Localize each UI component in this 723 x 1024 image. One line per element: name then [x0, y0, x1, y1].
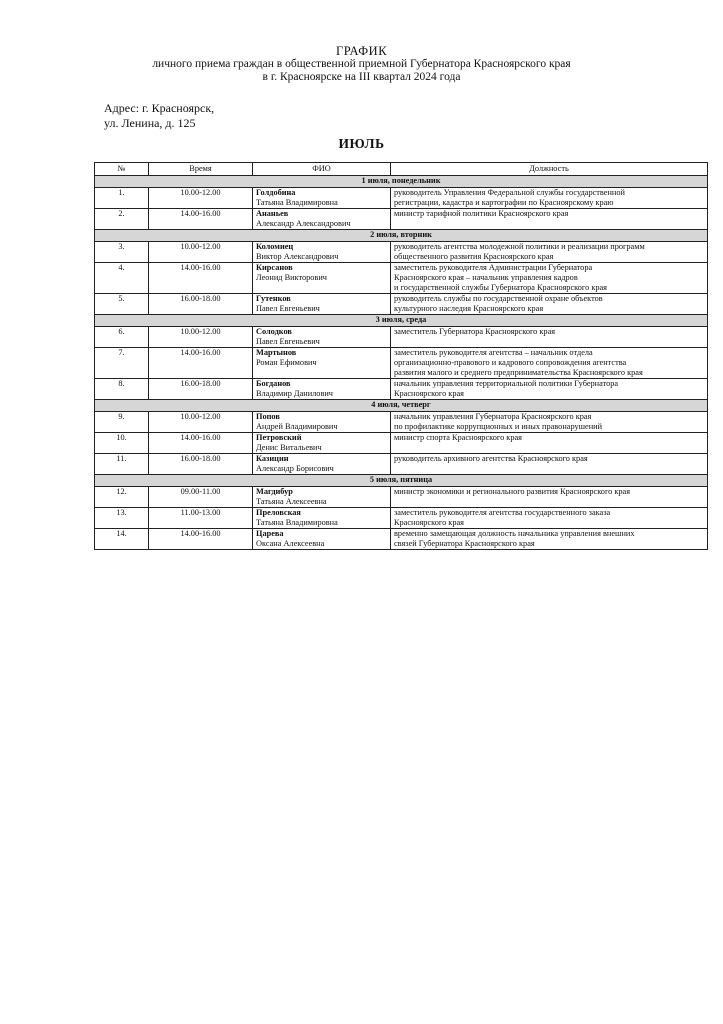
- document-subtitle-line1: личного приема граждан в общественной приемной Губернатора Красноярского края: [152, 58, 571, 70]
- fio-surname: Богданов: [256, 379, 291, 388]
- table-row: [95, 188, 708, 209]
- cell-time: 16.00-18.00: [149, 454, 253, 475]
- cell-fio: [253, 529, 391, 550]
- table-header-row: [95, 163, 708, 176]
- cell-position: [391, 454, 708, 475]
- fio-surname: Коломиец: [256, 242, 294, 251]
- day-row: [95, 230, 708, 242]
- fio-given-names: Татьяна Владимировна: [256, 198, 338, 207]
- table-row: [95, 327, 708, 348]
- fio-given-names: Владимир Данилович: [256, 389, 333, 398]
- cell-fio: [253, 188, 391, 209]
- position-text: заместитель руководителя агентства – начальник отдела организационно-правового и кадрового сопровождения агентства развития малого и среднего предпринимательства Красноярского края: [394, 348, 643, 377]
- cell-num: 9.: [95, 412, 149, 433]
- cell-position: [391, 433, 708, 454]
- fio-given-names: Роман Ефимович: [256, 358, 317, 367]
- table-row: [95, 294, 708, 315]
- cell-num: 4.: [95, 263, 149, 294]
- position-text: начальник управления территориальной политики Губернатора Красноярского края: [394, 379, 619, 398]
- column-header-time: Время: [149, 163, 253, 176]
- title-block: [0, 44, 723, 84]
- address-line2: ул. Ленина, д. 125: [104, 116, 196, 130]
- table-row: [95, 487, 708, 508]
- cell-time: 16.00-18.00: [149, 294, 253, 315]
- cell-time: 14.00-16.00: [149, 209, 253, 230]
- cell-num: 1.: [95, 188, 149, 209]
- month-heading: ИЮЛЬ: [338, 136, 385, 151]
- position-text: министр экономики и регионального развития Красноярского края: [394, 487, 631, 496]
- cell-num: 3.: [95, 242, 149, 263]
- fio-given-names: Павел Евгеньевич: [256, 304, 320, 313]
- table-row: [95, 508, 708, 529]
- cell-fio: [253, 294, 391, 315]
- position-text: руководитель службы по государственной охране объектов культурного наследия Красноярского края: [394, 294, 603, 313]
- cell-fio: [253, 263, 391, 294]
- cell-num: 11.: [95, 454, 149, 475]
- fio-given-names: Татьяна Алексеевна: [256, 497, 327, 506]
- cell-time: 10.00-12.00: [149, 242, 253, 263]
- fio-given-names: Оксана Алексеевна: [256, 539, 325, 548]
- fio-surname: Ананьев: [256, 209, 289, 218]
- fio-surname: Кирсанов: [256, 263, 293, 272]
- fio-surname: Гутенков: [256, 294, 291, 303]
- day-row: [95, 475, 708, 487]
- position-text: руководитель агентства молодежной политики и реализации программ общественного развития Красноярского края: [394, 242, 645, 261]
- fio-given-names: Александр Борисович: [256, 464, 334, 473]
- day-label: 4 июля, четверг: [95, 400, 708, 412]
- cell-position: [391, 242, 708, 263]
- fio-surname: Петровский: [256, 433, 302, 442]
- column-header-num: №: [95, 163, 149, 176]
- day-label: 3 июля, среда: [95, 315, 708, 327]
- column-header-fio: ФИО: [253, 163, 391, 176]
- fio-surname: Мартынов: [256, 348, 297, 357]
- cell-time: 10.00-12.00: [149, 327, 253, 348]
- cell-position: [391, 188, 708, 209]
- fio-given-names: Андрей Владимирович: [256, 422, 338, 431]
- cell-time: 14.00-16.00: [149, 348, 253, 379]
- table-row: [95, 412, 708, 433]
- cell-num: 6.: [95, 327, 149, 348]
- position-text: министр спорта Красноярского края: [394, 433, 522, 442]
- cell-position: [391, 209, 708, 230]
- fio-surname: Казицин: [256, 454, 289, 463]
- cell-time: 14.00-16.00: [149, 433, 253, 454]
- table-row: [95, 263, 708, 294]
- fio-given-names: Татьяна Владимировна: [256, 518, 338, 527]
- table-row: [95, 433, 708, 454]
- day-label: 2 июля, вторник: [95, 230, 708, 242]
- cell-position: [391, 348, 708, 379]
- document-title: ГРАФИК: [335, 44, 388, 58]
- position-text: начальник управления Губернатора Красноярского края по профилактике коррупционных и иных правонарушений: [394, 412, 603, 431]
- day-label: 5 июля, пятница: [95, 475, 708, 487]
- cell-position: [391, 487, 708, 508]
- fio-given-names: Александр Александрович: [256, 219, 351, 228]
- table-row: [95, 348, 708, 379]
- cell-time: 10.00-12.00: [149, 412, 253, 433]
- address-block: [104, 101, 214, 131]
- position-text: руководитель Управления Федеральной службы государственной регистрации, кадастра и картографии по Красноярскому краю: [394, 188, 625, 207]
- cell-time: 16.00-18.00: [149, 379, 253, 400]
- cell-position: [391, 412, 708, 433]
- position-text: временно замещающая должность начальника управления внешних связей Губернатора Красноярского края: [394, 529, 635, 548]
- cell-num: 14.: [95, 529, 149, 550]
- fio-given-names: Денис Витальевич: [256, 443, 322, 452]
- day-label: 1 июля, понедельник: [95, 176, 708, 188]
- cell-time: 09.00-11.00: [149, 487, 253, 508]
- cell-num: 8.: [95, 379, 149, 400]
- cell-fio: [253, 379, 391, 400]
- cell-num: 7.: [95, 348, 149, 379]
- table-row: [95, 454, 708, 475]
- cell-time: 14.00-16.00: [149, 529, 253, 550]
- cell-fio: [253, 433, 391, 454]
- cell-fio: [253, 348, 391, 379]
- cell-position: [391, 263, 708, 294]
- cell-fio: [253, 242, 391, 263]
- schedule-body: [95, 176, 708, 550]
- cell-position: [391, 294, 708, 315]
- cell-num: 5.: [95, 294, 149, 315]
- cell-num: 12.: [95, 487, 149, 508]
- cell-position: [391, 379, 708, 400]
- fio-surname: Попов: [256, 412, 280, 421]
- table-row: [95, 242, 708, 263]
- fio-surname: Солодков: [256, 327, 292, 336]
- cell-position: [391, 529, 708, 550]
- position-text: заместитель руководителя агентства государственного заказа Красноярского края: [394, 508, 611, 527]
- day-row: [95, 315, 708, 327]
- cell-time: 11.00-13.00: [149, 508, 253, 529]
- cell-position: [391, 327, 708, 348]
- cell-fio: [253, 209, 391, 230]
- column-header-position: Должность: [391, 163, 708, 176]
- cell-num: 13.: [95, 508, 149, 529]
- document-subtitle-line2: в г. Красноярске на III квартал 2024 года: [262, 71, 461, 83]
- fio-surname: Магдибур: [256, 487, 293, 496]
- position-text: заместитель Губернатора Красноярского края: [394, 327, 556, 336]
- position-text: министр тарифной политики Красноярского края: [394, 209, 569, 218]
- fio-surname: Царева: [256, 529, 284, 538]
- cell-fio: [253, 487, 391, 508]
- day-row: [95, 176, 708, 188]
- cell-time: 10.00-12.00: [149, 188, 253, 209]
- cell-fio: [253, 412, 391, 433]
- fio-given-names: Павел Евгеньевич: [256, 337, 320, 346]
- fio-surname: Преловская: [256, 508, 301, 517]
- cell-num: 2.: [95, 209, 149, 230]
- address-line1: Адрес: г. Красноярск,: [104, 101, 215, 115]
- table-row: [95, 379, 708, 400]
- cell-fio: [253, 508, 391, 529]
- cell-position: [391, 508, 708, 529]
- cell-num: 10.: [95, 433, 149, 454]
- cell-fio: [253, 454, 391, 475]
- day-row: [95, 400, 708, 412]
- cell-fio: [253, 327, 391, 348]
- position-text: заместитель руководителя Администрации Губернатора Красноярского края – начальник управления кадров и государственной службы Губернатора Красноярского края: [394, 263, 607, 292]
- position-text: руководитель архивного агентства Красноярского края: [394, 454, 588, 463]
- table-row: [95, 209, 708, 230]
- cell-time: 14.00-16.00: [149, 263, 253, 294]
- table-row: [95, 529, 708, 550]
- fio-surname: Голдобина: [256, 188, 296, 197]
- fio-given-names: Леонид Викторович: [256, 273, 327, 282]
- schedule-table: [94, 162, 708, 550]
- fio-given-names: Виктор Александрович: [256, 252, 339, 261]
